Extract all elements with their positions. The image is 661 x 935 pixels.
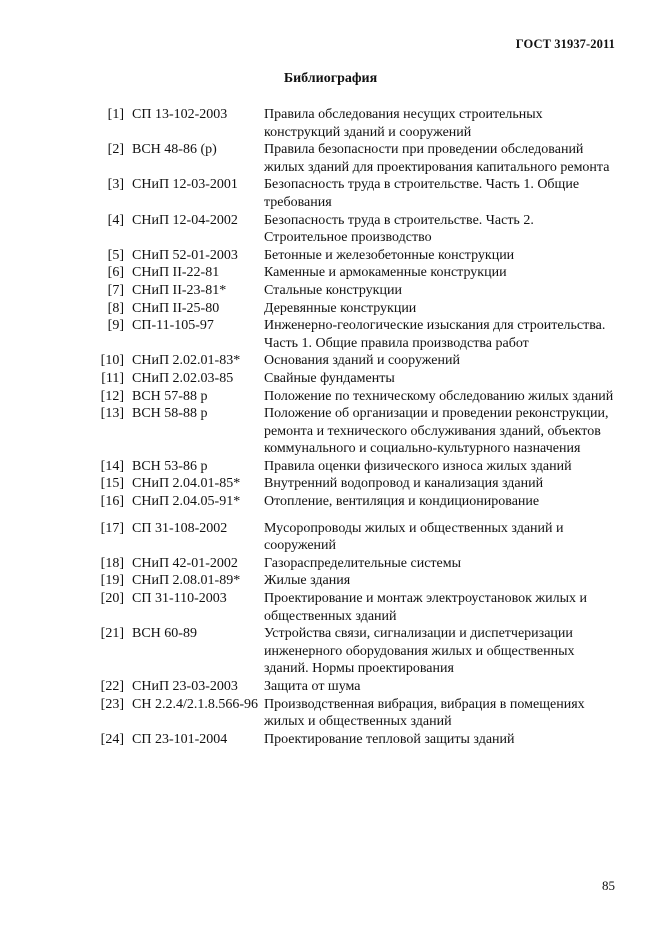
entry-number: [9] <box>107 318 124 334</box>
entry-description: Инженерно-геологические изыскания для строительства. Часть 1. Общие правила производства работ <box>264 318 606 351</box>
entry-description: Правила безопасности при проведении обследований жилых зданий для проектирования капитального ремонта <box>264 142 610 175</box>
page-number: 85 <box>602 878 615 893</box>
list-item <box>90 520 620 555</box>
entry-number: [2] <box>107 142 124 158</box>
entry-number: [4] <box>107 212 124 228</box>
entry-number: [23] <box>100 696 124 712</box>
entry-description: Безопасность труда в строительстве. Часть 2. Строительное производство <box>264 212 534 246</box>
entry-code: СНиП 2.02.03-85 <box>132 370 234 386</box>
entry-number: [15] <box>100 476 124 492</box>
entry-description: Правила оценки физического износа жилых зданий <box>264 458 572 474</box>
entry-number: [3] <box>107 177 124 193</box>
entry-description: Стальные конструкции <box>264 282 402 298</box>
entry-code: СНиП 2.04.01-85* <box>132 476 241 492</box>
list-item <box>90 106 620 141</box>
entry-code: СП 31-108-2002 <box>132 520 228 536</box>
entry-description: Деревянные конструкции <box>264 300 417 316</box>
entry-description: Устройства связи, сигнализации и диспетчеризации инженерного оборудования жилых и общественных зданий. Нормы проектирования <box>264 626 575 677</box>
entry-code: СНиП 2.08.01-89* <box>132 573 241 589</box>
list-item <box>90 572 620 590</box>
entry-code: СП 13-102-2003 <box>132 107 228 122</box>
page-title: Библиография <box>283 71 378 86</box>
entry-number: [8] <box>107 300 124 316</box>
list-item <box>90 678 620 696</box>
entry-number: [12] <box>100 388 124 404</box>
list-item <box>90 352 620 370</box>
entry-code: СНиП 42-01-2002 <box>132 555 238 571</box>
list-item <box>90 388 620 406</box>
entry-description: Газораспределительные системы <box>264 555 462 571</box>
entry-code: СНиП II-22-81 <box>132 265 220 281</box>
entry-description: Отопление, вентиляция и кондиционирование <box>264 494 540 510</box>
entry-description: Производственная вибрация, вибрация в помещениях жилых и общественных зданий <box>264 696 585 730</box>
entry-code: ВСН 60-89 <box>132 626 197 642</box>
entry-description: Правила обследования несущих строительных конструкций зданий и сооружений <box>264 107 543 140</box>
entry-description: Безопасность труда в строительстве. Часть 1. Общие требования <box>264 177 580 210</box>
entry-description: Каменные и армокаменные конструкции <box>264 265 507 281</box>
entry-description: Проектирование и монтаж электроустановок жилых и общественных зданий <box>264 591 587 624</box>
bibliography-list <box>90 106 620 748</box>
entry-code: СНиП 12-04-2002 <box>132 212 238 228</box>
entry-number: [16] <box>100 494 124 510</box>
entry-number: [21] <box>100 626 124 642</box>
entry-code: СНиП II-23-81* <box>132 282 227 298</box>
list-item <box>90 300 620 318</box>
list-item <box>90 458 620 476</box>
entry-code: СНиП 23-03-2003 <box>132 679 238 694</box>
list-item <box>90 696 620 731</box>
entry-number: [5] <box>107 247 124 263</box>
entry-description: Бетонные и железобетонные конструкции <box>264 247 515 263</box>
entry-code: СП 31-110-2003 <box>132 591 227 607</box>
list-item <box>90 405 620 458</box>
list-item <box>90 370 620 388</box>
list-item <box>90 731 620 749</box>
list-item <box>90 475 620 493</box>
entry-description: Жилые здания <box>264 573 351 589</box>
entry-number: [6] <box>107 265 124 281</box>
entry-description: Основания зданий и сооружений <box>264 353 460 369</box>
entry-description: Защита от шума <box>264 679 361 694</box>
entry-code: СП 23-101-2004 <box>132 731 228 747</box>
list-item <box>90 141 620 176</box>
entry-code: ВСН 58-88 р <box>132 406 208 422</box>
entry-number: [13] <box>100 406 124 422</box>
entry-number: [22] <box>100 679 124 694</box>
entry-code: СНиП II-25-80 <box>132 300 220 316</box>
entry-description: Положение по техническому обследованию жилых зданий <box>264 388 614 404</box>
list-item <box>90 625 620 678</box>
list-item <box>90 555 620 573</box>
entry-code: ВСН 48-86 (р) <box>132 142 217 158</box>
entry-number: [7] <box>107 282 124 298</box>
entry-number: [11] <box>101 370 124 386</box>
list-item <box>90 590 620 625</box>
list-item <box>90 264 620 282</box>
entry-number: [10] <box>100 353 124 369</box>
entry-code: СП-11-105-97 <box>132 318 214 334</box>
entry-description: Свайные фундаменты <box>264 370 395 386</box>
entry-number: [14] <box>100 458 124 474</box>
entry-code: СНиП 2.02.01-83* <box>132 353 241 369</box>
entry-number: [17] <box>100 520 124 536</box>
list-item <box>90 247 620 265</box>
entry-description: Мусоропроводы жилых и общественных зданий и сооружений <box>264 520 564 554</box>
entry-code: СНиП 52-01-2003 <box>132 247 238 263</box>
entry-number: [18] <box>100 555 124 571</box>
entry-code: СНиП 2.04.05-91* <box>132 494 241 510</box>
list-item <box>90 212 620 247</box>
entry-number: [20] <box>100 591 124 607</box>
entry-number: [1] <box>107 107 124 122</box>
entry-code: СН 2.2.4/2.1.8.566-96 <box>132 696 258 712</box>
entry-number: [19] <box>100 573 124 589</box>
entry-code: ВСН 53-86 р <box>132 458 208 474</box>
entry-code: ВСН 57-88 р <box>132 388 208 404</box>
list-item <box>90 493 620 511</box>
entry-code: СНиП 12-03-2001 <box>132 177 238 193</box>
list-item <box>90 317 620 352</box>
entry-number: [24] <box>100 731 124 747</box>
entry-description: Внутренний водопровод и канализация зданий <box>264 476 544 492</box>
list-item <box>90 176 620 211</box>
document-header: ГОСТ 31937-2011 <box>515 37 615 51</box>
entry-description: Проектирование тепловой защиты зданий <box>264 731 515 747</box>
entry-description: Положение об организации и проведении реконструкции, ремонта и технического обслуживания зданий, объектов коммунального и социально-культурного назначения <box>264 406 609 457</box>
list-item <box>90 282 620 300</box>
